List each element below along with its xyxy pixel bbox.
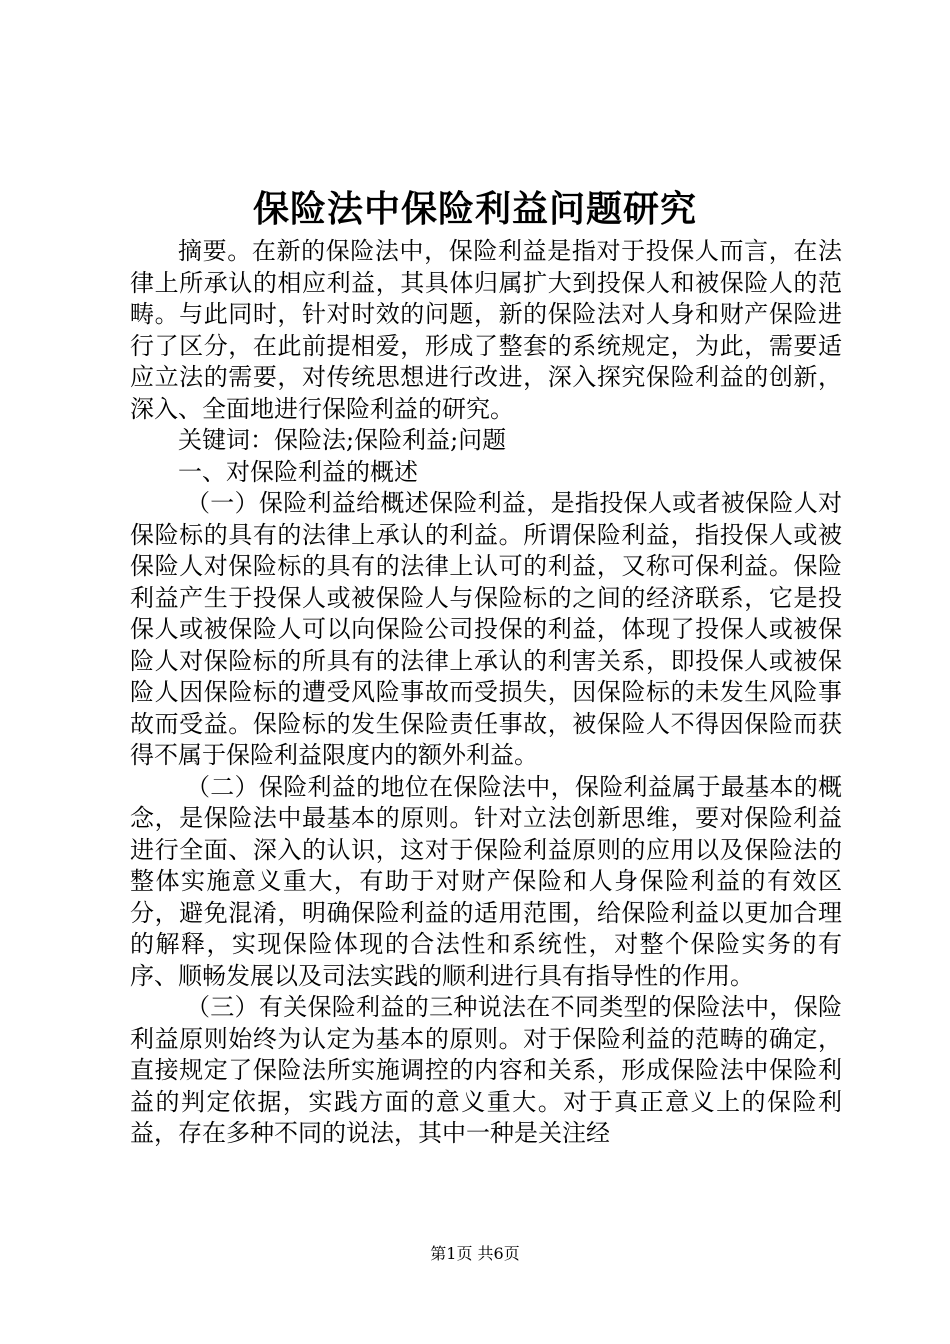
page-number-footer: 第1页 共6页 [430,1244,520,1263]
keywords-paragraph: 关键词：保险法;保险利益;问题 [178,426,507,454]
section-heading: 一、对保险利益的概述 [178,457,418,486]
body-paragraph: （三）有关保险利益的三种说法在不同类型的保险法中，保险利益原则始终为认定为基本的原则。对于保险利益的范畴的确定，直接规定了保险法所实施调控的内容和关系，形成保险法中保险利益的判定依据，实践方面的意义重大。对于真正意义上的保险利益，存在多种不同的说法，其中一种是关注经 [130,993,842,1147]
abstract-paragraph: 摘要。在新的保险法中，保险利益是指对于投保人而言，在法律上所承认的相应利益，其具体归属扩大到投保人和被保险人的范畴。与此同时，针对时效的问题，新的保险法对人身和财产保险进行了区分，在此前提相爱，形成了整套的系统规定，为此，需要适应立法的需要，对传统思想进行改进，深入探究保险利益的创新，深入、全面地进行保险利益的研究。 [130,237,842,423]
document-title: 保险法中保险利益问题研究 [252,188,697,230]
document-body [130,236,842,1150]
body-paragraph: （二）保险利益的地位在保险法中，保险利益属于最基本的概念，是保险法中最基本的原则。针对立法创新思维，要对保险利益进行全面、深入的认识，这对于保险利益原则的应用以及保险法的整体实施意义重大，有助于对财产保险和人身保险利益的有效区分，避免混淆，明确保险利益的适用范围，给保险利益以更加合理的解释，实现保险体现的合法性和系统性，对整个保险实务的有序、顺畅发展以及司法实践的顺利进行具有指导性的作用。 [130,772,842,990]
body-paragraph: （一）保险利益给概述保险利益，是指投保人或者被保险人对保险标的具有的法律上承认的利益。所谓保险利益，指投保人或被保险人对保险标的具有的法律上认可的利益，又称可保利益。保险利益产生于投保人或被保险人与保险标的之间的经济联系，它是投保人或被保险人可以向保险公司投保的利益，体现了投保人或被保险人对保险标的所具有的法律上承认的利害关系，即投保人或被保险人因保险标的遭受风险事故而受损失，因保险标的未发生风险事故而受益。保险标的发生保险责任事故，被保险人不得因保险而获得不属于保险利益限度内的额外利益。 [130,489,842,769]
